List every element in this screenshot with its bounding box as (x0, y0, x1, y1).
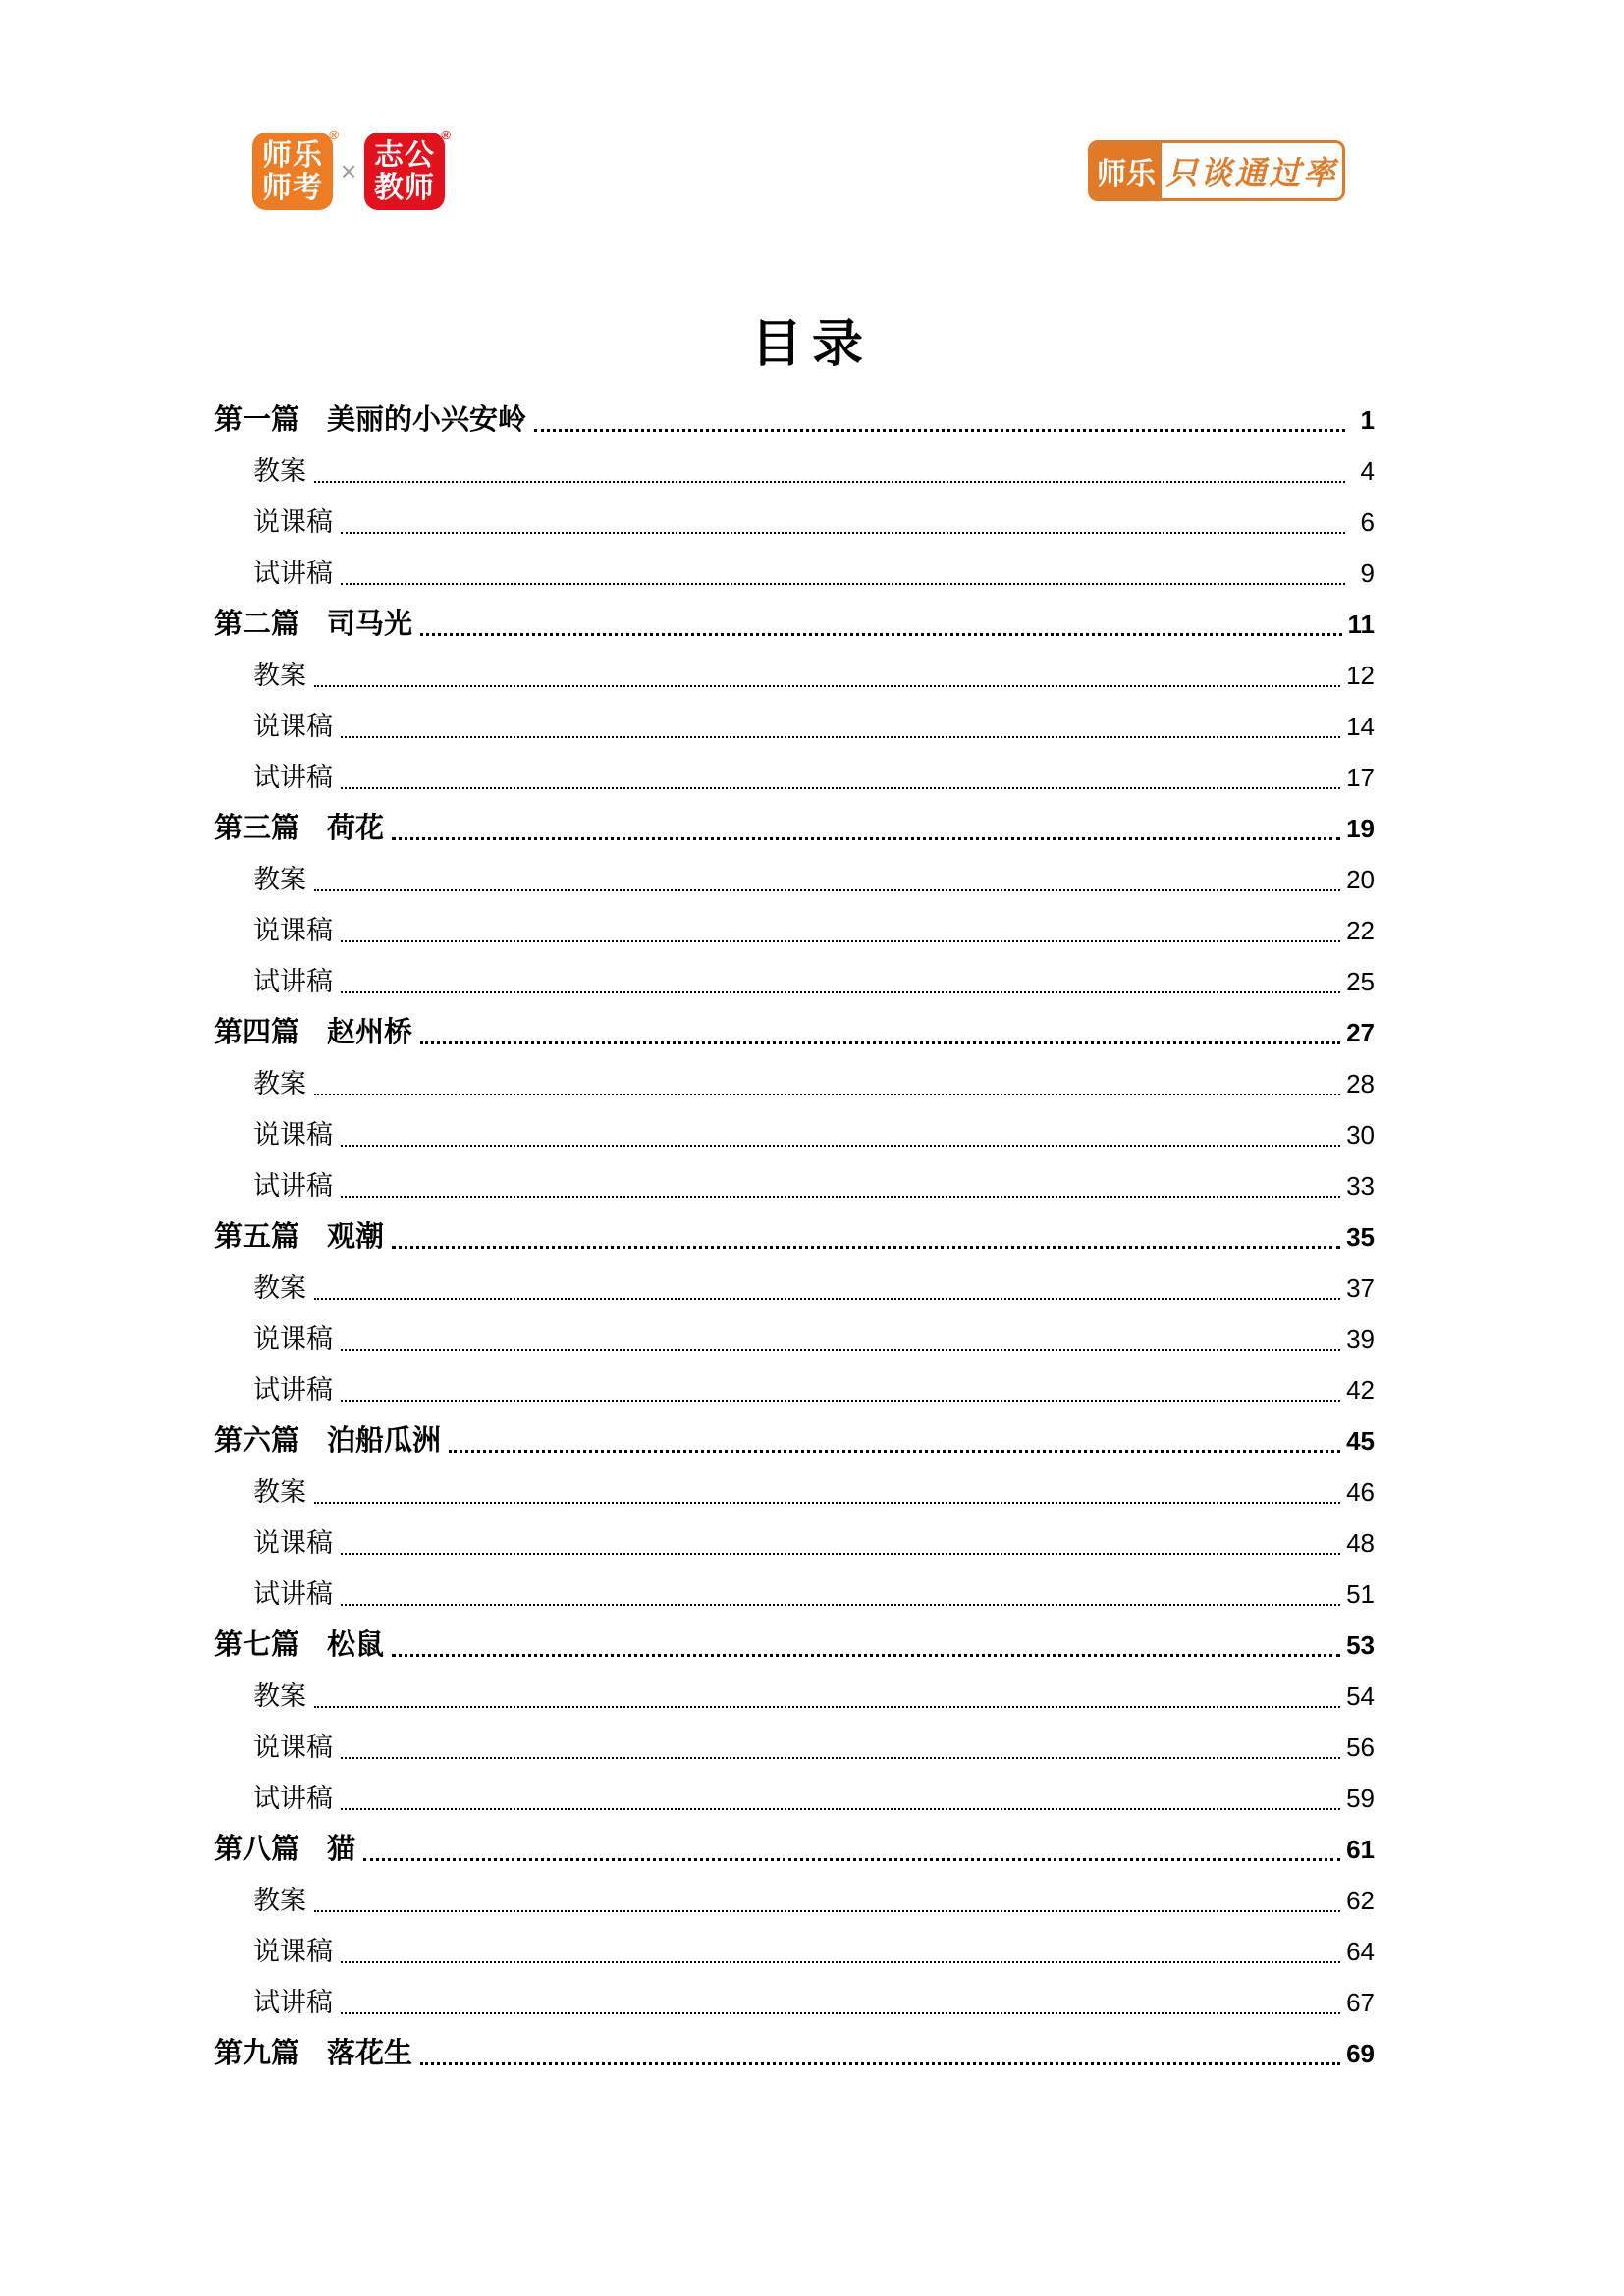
dotted-leader (341, 701, 1340, 752)
toc-subentry[interactable] (214, 1058, 1375, 1109)
logo-left-line1: 师乐 (262, 138, 323, 172)
brand-logos (252, 128, 451, 210)
page-number: 28 (1346, 1069, 1375, 1098)
logo-right-line2: 教师 (374, 171, 435, 204)
dotted-leader (341, 1569, 1340, 1620)
toc-entry[interactable] (214, 1007, 1375, 1058)
toc-entry[interactable] (214, 1211, 1375, 1262)
page-number: 54 (1346, 1682, 1375, 1711)
dotted-leader (449, 1415, 1340, 1467)
toc-subentry[interactable] (214, 1313, 1375, 1364)
toc-entry-title: 泊船瓜洲 (327, 1425, 442, 1457)
toc-subentry[interactable] (214, 1977, 1375, 2028)
page-number: 61 (1346, 1835, 1375, 1864)
dotted-leader (392, 1211, 1340, 1262)
dotted-leader (341, 1364, 1340, 1415)
toc-entry-title: 美丽的小兴安岭 (327, 404, 527, 436)
dotted-leader (314, 1262, 1340, 1313)
toc-entry[interactable] (214, 1620, 1375, 1671)
page-number: 30 (1346, 1120, 1375, 1149)
toc-subentry-label: 说课稿 (253, 507, 333, 537)
registered-trademark-icon: ® (329, 128, 339, 142)
dotted-leader (341, 956, 1340, 1007)
toc-subentry[interactable] (214, 956, 1375, 1007)
toc-subentry[interactable] (214, 1467, 1375, 1518)
toc-list (214, 395, 1375, 2079)
toc-entry[interactable] (214, 1415, 1375, 1467)
toc-subentry-label: 教案 (253, 1069, 306, 1098)
toc-subentry-label: 说课稿 (253, 1937, 333, 1966)
toc-subentry-label: 教案 (253, 661, 306, 690)
dotted-leader (341, 1926, 1340, 1977)
toc-subentry[interactable] (214, 1875, 1375, 1926)
dotted-leader (363, 1824, 1340, 1875)
page-number: 17 (1346, 763, 1375, 792)
page-number: 9 (1360, 559, 1375, 588)
toc-entry-title: 观潮 (327, 1221, 385, 1253)
toc-entry-title: 落花生 (327, 2038, 413, 2069)
page-number: 56 (1346, 1733, 1375, 1762)
dotted-leader (314, 650, 1340, 701)
zhigong-jiaoshi-logo (364, 128, 451, 210)
dotted-leader (341, 1313, 1340, 1364)
dotted-leader (420, 1007, 1340, 1058)
page-number: 69 (1346, 2039, 1375, 2068)
toc-subentry[interactable] (214, 1160, 1375, 1211)
toc-subentry[interactable] (214, 905, 1375, 956)
toc-subentry-label: 试讲稿 (253, 1988, 333, 2017)
toc-subentry[interactable] (214, 497, 1375, 548)
toc-entry-label: 第一篇 (214, 404, 300, 436)
shile-shikao-logo (252, 128, 339, 210)
toc-subentry[interactable] (214, 1569, 1375, 1620)
dotted-leader (420, 2028, 1340, 2079)
page-number: 48 (1346, 1528, 1375, 1558)
toc-entry-label: 第七篇 (214, 1629, 300, 1661)
page-number: 12 (1346, 661, 1375, 690)
dotted-leader (314, 446, 1345, 497)
toc-entry[interactable] (214, 599, 1375, 650)
page-number: 46 (1346, 1477, 1375, 1507)
page-number: 51 (1346, 1579, 1375, 1609)
toc-subentry[interactable] (214, 1671, 1375, 1722)
toc-entry-label: 第八篇 (214, 1834, 300, 1865)
toc-subentry-label: 教案 (253, 1477, 306, 1507)
toc-entry[interactable] (214, 395, 1375, 446)
toc-entry-label: 第五篇 (214, 1221, 300, 1253)
registered-trademark-icon: ® (441, 128, 451, 142)
page-number: 37 (1346, 1273, 1375, 1303)
toc-subentry[interactable] (214, 1262, 1375, 1313)
toc-subentry-label: 说课稿 (253, 1120, 333, 1149)
toc-entry-title: 猫 (327, 1834, 356, 1865)
page-number: 25 (1346, 967, 1375, 996)
dotted-leader (314, 1467, 1340, 1518)
toc-subentry[interactable] (214, 650, 1375, 701)
toc-subentry-label: 说课稿 (253, 1324, 333, 1354)
dotted-leader (420, 599, 1341, 650)
page-number: 11 (1347, 610, 1375, 639)
page-number: 6 (1360, 507, 1375, 537)
toc-subentry-label: 教案 (253, 865, 306, 894)
toc-subentry-label: 试讲稿 (253, 1579, 333, 1609)
page-number: 33 (1346, 1171, 1375, 1201)
page-number: 39 (1346, 1324, 1375, 1354)
page-number: 20 (1346, 865, 1375, 894)
toc-subentry-label: 教案 (253, 1886, 306, 1915)
toc-subentry[interactable] (214, 446, 1375, 497)
dotted-leader (341, 548, 1345, 599)
dotted-leader (341, 1977, 1340, 2028)
dotted-leader (341, 1160, 1340, 1211)
slogan-banner (1088, 140, 1345, 201)
dotted-leader (341, 1773, 1340, 1824)
dotted-leader (314, 854, 1340, 905)
toc-subentry[interactable] (214, 701, 1375, 752)
toc-entry-title: 赵州桥 (327, 1017, 413, 1048)
toc-subentry-label: 试讲稿 (253, 559, 333, 588)
toc-subentry[interactable] (214, 1518, 1375, 1569)
logo-left-line2: 师考 (262, 171, 323, 204)
page-number: 42 (1346, 1375, 1375, 1405)
toc-subentry-label: 试讲稿 (253, 1171, 333, 1201)
dotted-leader (534, 395, 1345, 446)
toc-subentry[interactable] (214, 1109, 1375, 1160)
banner-brand: 师乐 (1091, 143, 1162, 198)
page-number: 62 (1346, 1886, 1375, 1915)
page-number: 1 (1360, 405, 1375, 435)
toc-subentry-label: 试讲稿 (253, 1375, 333, 1405)
dotted-leader (341, 1722, 1340, 1773)
toc-entry-label: 第六篇 (214, 1425, 300, 1457)
toc-entry-title: 荷花 (327, 813, 385, 844)
dotted-leader (314, 1671, 1340, 1722)
page-number: 64 (1346, 1937, 1375, 1966)
page-title: 目录 (750, 317, 873, 373)
toc-subentry-label: 试讲稿 (253, 967, 333, 996)
toc-entry-title: 松鼠 (327, 1629, 385, 1661)
dotted-leader (314, 1058, 1340, 1109)
page-number: 19 (1346, 814, 1375, 843)
toc-subentry[interactable] (214, 854, 1375, 905)
page-number: 67 (1346, 1988, 1375, 2017)
toc-entry-label: 第四篇 (214, 1017, 300, 1048)
dotted-leader (314, 1875, 1340, 1926)
toc-subentry-label: 教案 (253, 1682, 306, 1711)
banner-slogan: 只谈通过率 (1165, 155, 1338, 190)
toc-subentry-label: 试讲稿 (253, 763, 333, 792)
toc-subentry[interactable] (214, 1364, 1375, 1415)
toc-entry-label: 第三篇 (214, 813, 300, 844)
toc-subentry[interactable] (214, 752, 1375, 803)
page-number: 53 (1346, 1630, 1375, 1660)
page-number: 59 (1346, 1784, 1375, 1813)
dotted-leader (392, 803, 1340, 854)
toc-subentry[interactable] (214, 1722, 1375, 1773)
toc-subentry-label: 教案 (253, 1273, 306, 1303)
page-number: 45 (1346, 1426, 1375, 1456)
dotted-leader (341, 1518, 1340, 1569)
toc-entry-title: 司马光 (327, 609, 413, 640)
logo-right-line1: 志公 (374, 138, 435, 172)
toc-entry[interactable] (214, 2028, 1375, 2079)
dotted-leader (341, 1109, 1340, 1160)
dotted-leader (392, 1620, 1340, 1671)
toc-subentry-label: 说课稿 (253, 1528, 333, 1558)
toc-entry-label: 第二篇 (214, 609, 300, 640)
toc-entry[interactable] (214, 1824, 1375, 1875)
toc-subentry-label: 说课稿 (253, 712, 333, 741)
page-number: 14 (1346, 712, 1375, 741)
toc-subentry[interactable] (214, 548, 1375, 599)
cross-separator: × (340, 155, 357, 187)
toc-subentry[interactable] (214, 1926, 1375, 1977)
toc-entry[interactable] (214, 803, 1375, 854)
toc-subentry-label: 说课稿 (253, 1733, 333, 1762)
toc-entry-label: 第九篇 (214, 2038, 300, 2069)
dotted-leader (341, 905, 1340, 956)
page-number: 27 (1346, 1018, 1375, 1047)
toc-subentry[interactable] (214, 1773, 1375, 1824)
page-number: 35 (1346, 1222, 1375, 1252)
page-number: 22 (1346, 916, 1375, 945)
toc-subentry-label: 说课稿 (253, 916, 333, 945)
dotted-leader (341, 752, 1340, 803)
toc-subentry-label: 教案 (253, 456, 306, 486)
page-number: 4 (1360, 456, 1375, 486)
dotted-leader (341, 497, 1345, 548)
toc-subentry-label: 试讲稿 (253, 1784, 333, 1813)
